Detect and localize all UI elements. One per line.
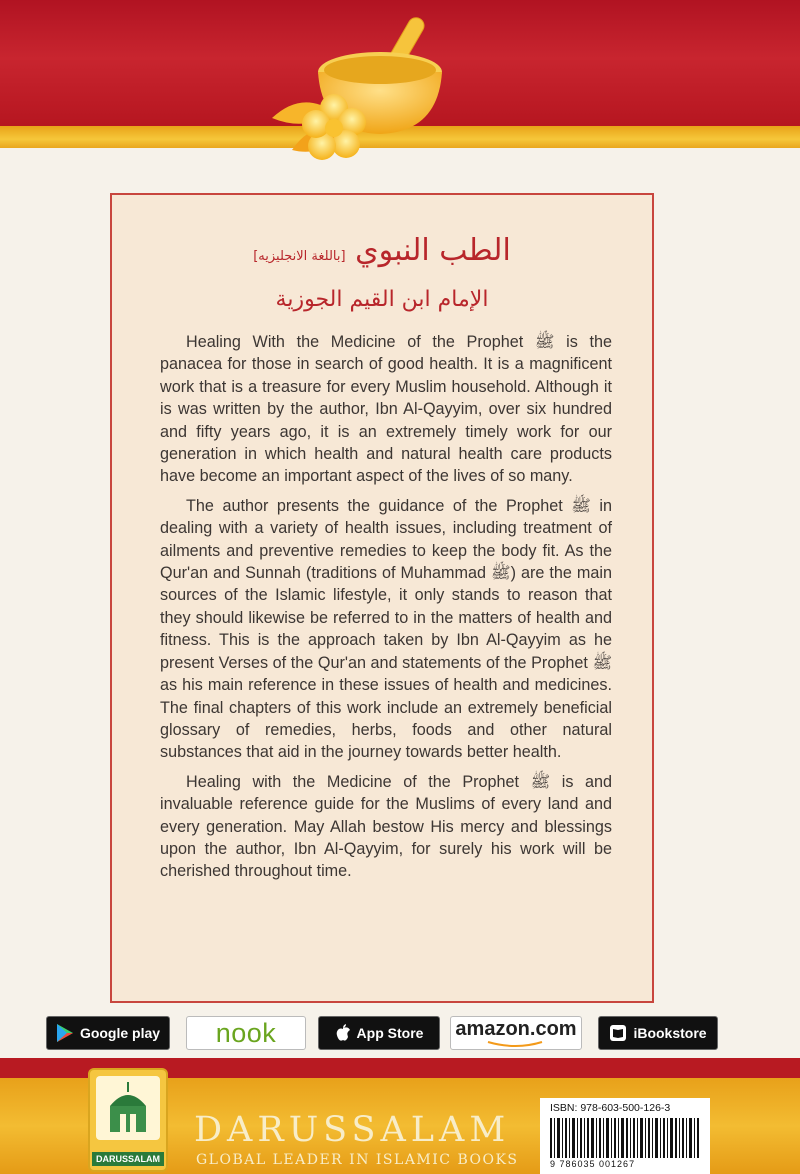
dome-icon: [96, 1076, 160, 1140]
google-play-badge[interactable]: [46, 1016, 170, 1050]
nook-label: nook: [215, 1017, 277, 1048]
apple-icon: [335, 1024, 351, 1043]
ibookstore-badge[interactable]: [598, 1016, 718, 1050]
nook-badge[interactable]: [186, 1016, 306, 1050]
logo-emblem: [96, 1076, 160, 1140]
book-icon: [609, 1024, 627, 1042]
darussalam-logo: [88, 1068, 168, 1172]
app-store-label: App Store: [356, 1025, 424, 1041]
isbn-barcode: [540, 1098, 710, 1174]
blurb-text: [160, 331, 612, 890]
app-store-badge[interactable]: [318, 1016, 440, 1050]
amazon-label: amazon.com: [455, 1018, 577, 1040]
blurb-paragraph: The author presents the guidance of the Prophet ﷺ in dealing with a variety of health issues, including treatment of ailments and preventive remedies to keep the body fit. As the Qur'an and Sunnah (traditions of Muhammad ﷺ) are the main sources of the Islamic lifestyle, it only stands to reason that they should likewise be referred to in the matters of health and fitness. This is the approach taken by Ibn Al-Qayyim as he present Verses of the Qur'an and statements of the Prophet ﷺ as his main reference in these issues of health and medicines. The final chapters of this work include an extremely beneficial glossary of remedies, herbs, foods and other natural substances that aid in the journey towards better health.: [160, 496, 612, 762]
amazon-smile-icon: [486, 1041, 546, 1048]
amazon-badge[interactable]: [450, 1016, 582, 1050]
isbn-number: ISBN: 978-603-500-126-3: [550, 1102, 671, 1114]
ibookstore-label: iBookstore: [633, 1025, 707, 1041]
publisher-name: DARUSSALAM: [194, 1110, 511, 1150]
play-store-icon: [56, 1023, 74, 1043]
arabic-title-main: الطب النبوي: [355, 233, 511, 268]
google-play-label: Google play: [79, 1025, 161, 1041]
arabic-author: الإمام ابن القيم الجوزية: [275, 287, 489, 312]
blurb-paragraph: Healing With the Medicine of the Prophet ﷺ is the panacea for those in search of good health. It is a magnificent work that is a treasure for every Muslim household. Although it is was written by the author, Ibn Al-Qayyim, over six hundred and fifty years ago, it is an extremely timely work for our generation in which health and natural health care products have become an important aspect of the lives of so many.: [160, 333, 612, 486]
publisher-tagline: GLOBAL LEADER IN ISLAMIC BOOKS: [196, 1152, 519, 1168]
barcode-bars: [550, 1118, 700, 1158]
mortar-pestle-icon: [262, 0, 462, 175]
description-panel: [110, 193, 654, 1003]
arabic-title: [112, 233, 652, 268]
blurb-paragraph: Healing with the Medicine of the Prophet ﷺ is and invaluable reference guide for the Muslims of every land and every generation. May Allah bestow His mercy and blessings upon the author, Ibn Al-Qayyim, for surely his work will be cherished throughout time.: [160, 772, 612, 881]
arabic-title-sub: [باللغة الانجليزيه]: [253, 249, 346, 264]
logo-wordmark: DARUSSALAM: [92, 1152, 164, 1166]
store-badges: [46, 1016, 726, 1052]
barcode-digits: 9 786035 001267: [550, 1159, 636, 1169]
